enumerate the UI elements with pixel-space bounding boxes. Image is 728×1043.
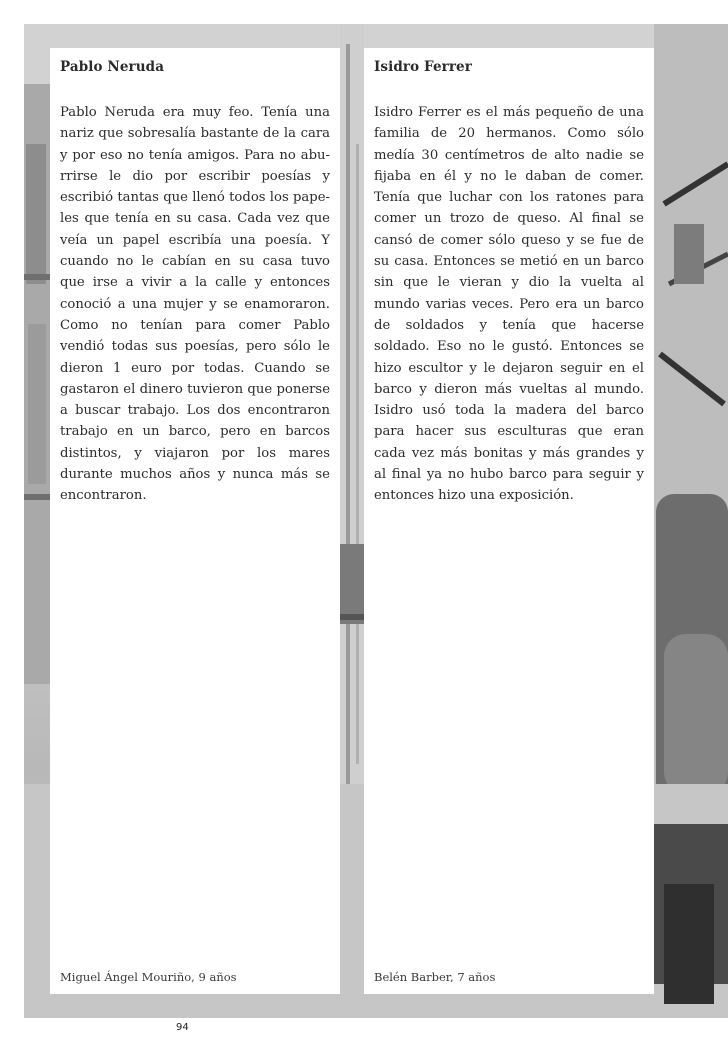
article-body: Pablo Neruda era muy feo. Tenía una nariz que sobresalía bastante de la cara y por eso no tenía amigos. Para no aburrirse le dio por escribir poesías y escribió tantas que llenó todos los papeles que tenía en su casa. Cada vez que veía un papel escribía una poesía. Y cuando no le cabían en su casa tuvo que irse a vivir a la calle y entonces conoció a una mujer y se enamoraron. Como no tenían para comer Pablo vendió todas sus poesías, pero sólo le dieron 1 euro por todas. Cuando se gastaron el dinero tuvieron que ponerse a buscar trabajo. Los dos encontraron trabajo en un barco, pero en barcos distintos, y viajaron por los mares durante muchos años y nunca más se encontraron. (60, 105, 330, 504)
page-number: 94 (176, 1022, 189, 1033)
article-card-isidro-ferrer (364, 48, 654, 994)
article-body: Isidro Ferrer es el más pequeño de una familia de 20 hermanos. Como sólo medía 30 centímetros de alto nadie se fijaba en él y no le daban de comer. Tenía que luchar con los ratones para comer un trozo de queso. Al final se cansó de comer sólo queso y se fue de su casa. Entonces se metió en un barco sin que le vieran y dio la vuelta al mundo varias veces. Pero era un barco de soldados y tenía que hacerse soldado. Eso no le gustó. Entonces se hizo escultor y le dejaron seguir en el barco y dieron más vueltas al mundo. Isidro usó toda la madera del barco para hacer sus esculturas que eran cada vez más bonitas y más grandes y al final ya no hubo barco para seguir y entonces hizo una exposición. (374, 105, 644, 504)
article-title: Pablo Neruda (60, 59, 165, 75)
article-title: Isidro Ferrer (374, 59, 472, 75)
article-author: Miguel Ángel Mouriño, 9 años (60, 970, 237, 984)
article-author: Belén Barber, 7 años (374, 970, 496, 984)
article-card-pablo-neruda (50, 48, 340, 994)
